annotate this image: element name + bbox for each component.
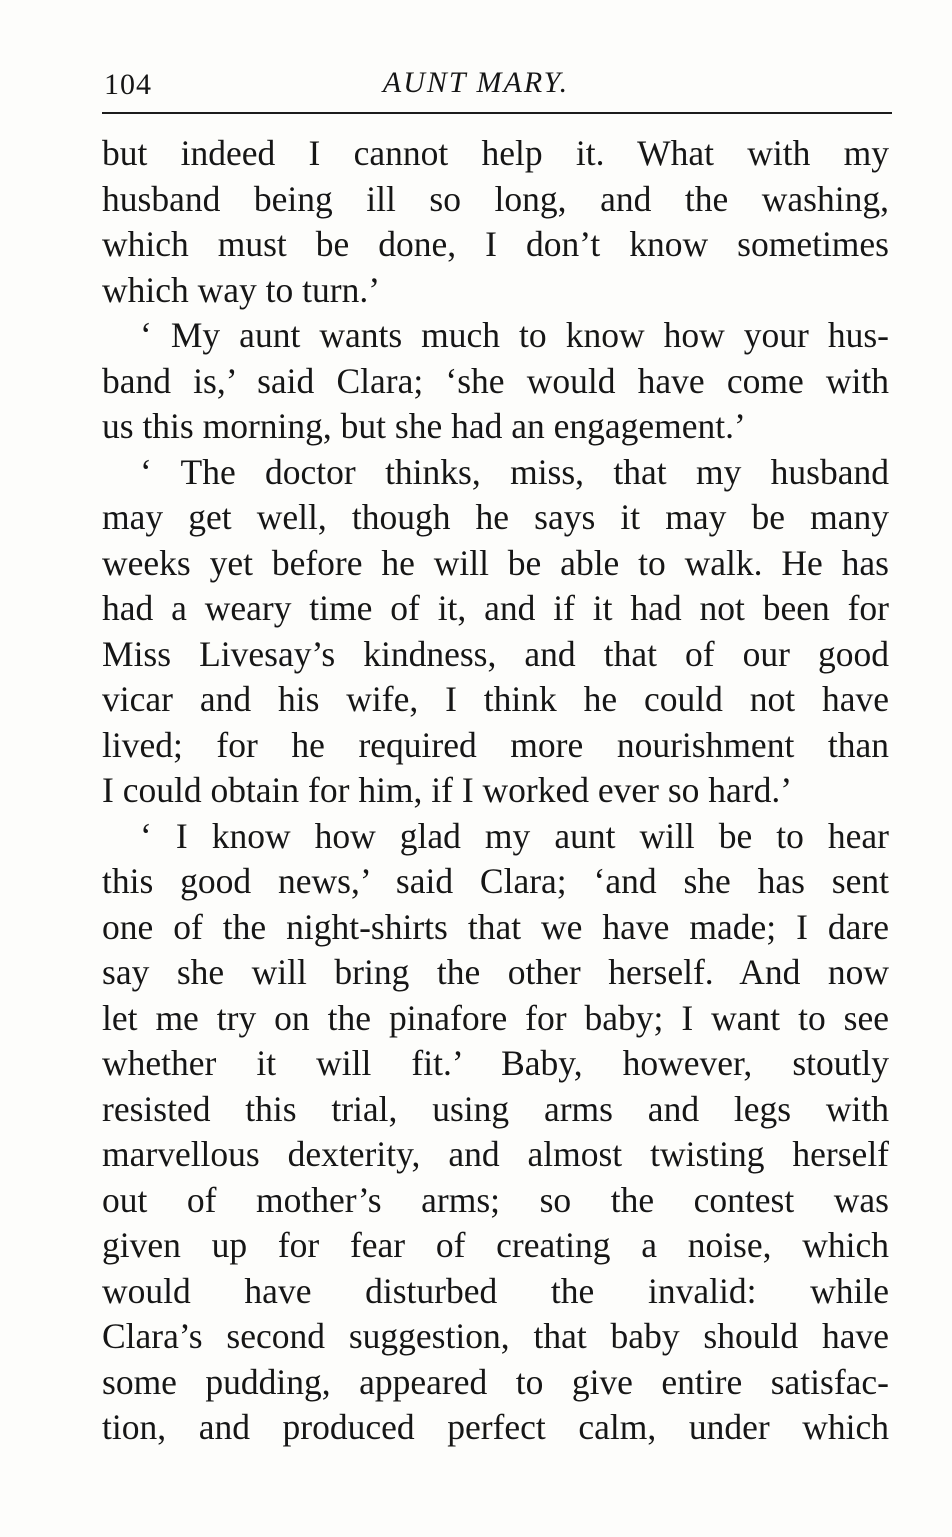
body-text <box>102 131 889 1451</box>
page-number: 104 <box>104 68 152 101</box>
text-line: would have disturbed the invalid: while <box>102 1270 889 1311</box>
text-line: had a weary time of it, and if it had not been for <box>102 588 889 628</box>
text-line: tion, and produced perfect calm, under which <box>102 1407 889 1447</box>
text-line: ‘ My aunt wants much to know how your hus- <box>140 315 889 355</box>
header-rule <box>102 112 892 114</box>
text-line: whether it will fit.’ Baby, however, stoutly <box>102 1043 889 1083</box>
running-title: AUNT MARY. <box>382 66 570 99</box>
text-line: ‘ I know how glad my aunt will be to hear <box>140 815 889 856</box>
text-line: us this morning, but she had an engagement.’ <box>102 406 746 446</box>
text-line: lived; for he required more nourishment than <box>102 724 889 765</box>
text-line: which way to turn.’ <box>102 269 381 310</box>
text-line: but indeed I cannot help it. What with my <box>102 133 889 173</box>
text-line: Clara’s second suggestion, that baby should have <box>102 1316 889 1356</box>
text-line: weeks yet before he will be able to walk. He has <box>102 542 889 583</box>
text-line: one of the night-shirts that we have made; I dare <box>102 906 889 947</box>
text-line: given up for fear of creating a noise, which <box>102 1225 889 1265</box>
text-line: out of mother’s arms; so the contest was <box>102 1179 889 1220</box>
text-line: this good news,’ said Clara; ‘and she has sent <box>102 861 889 901</box>
text-line: band is,’ said Clara; ‘she would have come with <box>102 360 889 401</box>
page-header <box>0 58 952 106</box>
text-line: which must be done, I don’t know sometimes <box>102 224 889 264</box>
text-line: some pudding, appeared to give entire satisfac- <box>102 1361 889 1402</box>
text-line: let me try on the pinafore for baby; I want to see <box>102 997 889 1038</box>
text-line: resisted this trial, using arms and legs with <box>102 1088 889 1129</box>
text-line: vicar and his wife, I think he could not have <box>102 679 889 719</box>
text-line: husband being ill so long, and the washing, <box>102 178 889 219</box>
text-line: may get well, though he says it may be many <box>102 497 889 537</box>
text-line: say she will bring the other herself. And now <box>102 952 889 992</box>
text-line: ‘ The doctor thinks, miss, that my husband <box>140 451 889 492</box>
text-line: marvellous dexterity, and almost twisting herself <box>102 1134 889 1174</box>
text-line: I could obtain for him, if I worked ever so hard.’ <box>102 770 793 810</box>
text-line: Miss Livesay’s kindness, and that of our good <box>102 633 889 674</box>
